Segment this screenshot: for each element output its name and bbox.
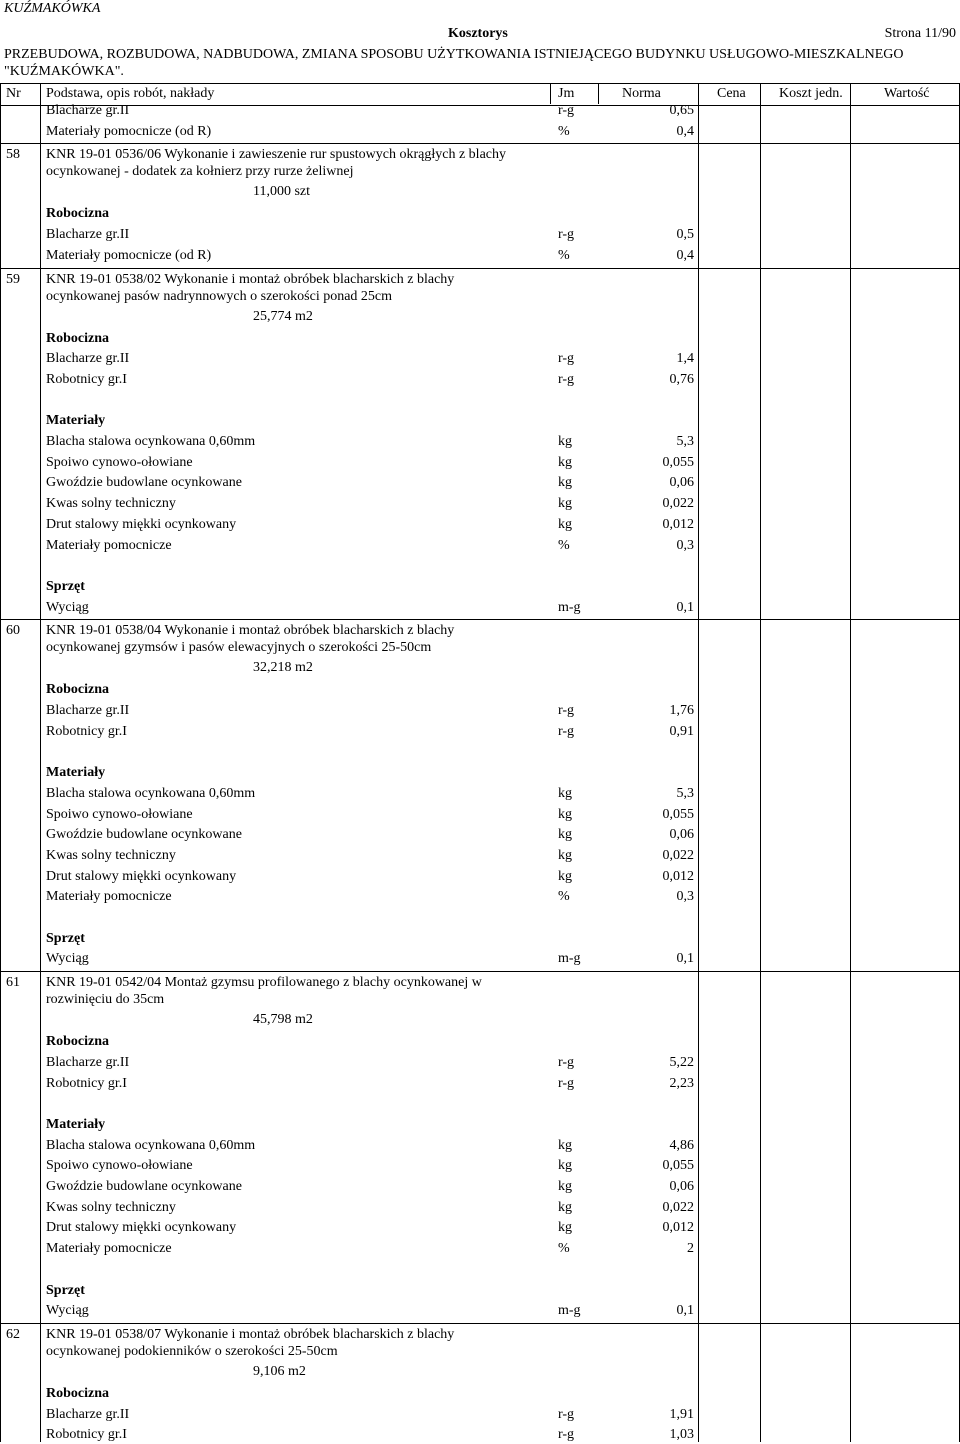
resource-unit: kg	[558, 827, 572, 843]
position-description: KNR 19-01 0538/02 Wykonanie i montaż obróbek blacharskich z blachy	[46, 271, 455, 287]
position-number: 62	[6, 1326, 20, 1342]
resource-norm: 0,022	[662, 847, 694, 863]
resource-norm: 0,1	[676, 951, 694, 967]
section-label: Materiały	[46, 413, 106, 429]
grid-line	[698, 83, 699, 1442]
resource-norm: 0,055	[662, 1158, 694, 1174]
section-label: Robocizna	[46, 330, 109, 346]
resource-unit: kg	[558, 496, 572, 512]
resource-unit: kg	[558, 1199, 572, 1215]
resource-name: Blacharze gr.II	[46, 1406, 130, 1422]
resource-norm: 1,03	[669, 1427, 694, 1443]
col-basis: Podstawa, opis robót, nakłady	[46, 86, 215, 101]
position-quantity: 11,000 szt	[253, 184, 311, 200]
resource-name: Materiały pomocnicze (od R)	[46, 123, 212, 139]
resource-norm: 0,055	[662, 454, 694, 470]
row-separator	[0, 971, 960, 972]
resource-name: Materiały pomocnicze (od R)	[46, 247, 212, 263]
project-title-line1: PRZEBUDOWA, ROZBUDOWA, NADBUDOWA, ZMIANA SPOSOBU UŻYTKOWANIA ISTNIEJĄCEGO BUDYNKU USŁUGOWO-MIESZKALNEGO	[4, 47, 904, 62]
resource-unit: m-g	[558, 599, 581, 615]
resource-unit: kg	[558, 1137, 572, 1153]
resource-name: Spoiwo cynowo-ołowiane	[46, 454, 193, 470]
resource-name: Spoiwo cynowo-ołowiane	[46, 1158, 193, 1174]
resource-norm: 5,22	[669, 1054, 694, 1070]
resource-unit: kg	[558, 434, 572, 449]
resource-unit: kg	[558, 806, 572, 822]
position-description: KNR 19-01 0536/06 Wykonanie i zawieszenie rur spustowych okrągłych z blachy	[46, 147, 507, 163]
resource-norm: 0,012	[662, 1220, 694, 1236]
resource-name: Robotnicy gr.I	[46, 1427, 127, 1443]
resource-norm: 1,76	[669, 703, 694, 718]
resource-norm: 0,022	[662, 496, 694, 512]
resource-norm: 0,1	[676, 599, 694, 615]
resource-unit: kg	[558, 475, 572, 491]
section-label: Materiały	[46, 1116, 106, 1132]
resource-unit: m-g	[558, 951, 581, 967]
resource-norm: 0,3	[676, 537, 694, 553]
position-description-cont: ocynkowanej podokienników o szerokości 25-50cm	[46, 1343, 338, 1359]
row-separator	[0, 143, 960, 144]
resource-unit: %	[558, 1241, 570, 1257]
grid-line	[40, 83, 41, 1442]
grid-line	[550, 83, 551, 104]
position-description-cont: ocynkowanej pasów nadrynnowych o szerokości ponad 25cm	[46, 288, 393, 304]
resource-name: Drut stalowy miękki ocynkowany	[46, 516, 237, 532]
resource-norm: 1,4	[676, 351, 694, 367]
col-jm: Jm	[558, 86, 575, 101]
resource-norm: 5,3	[676, 785, 694, 801]
row-separator	[0, 619, 960, 620]
position-description-cont: ocynkowanej gzymsów i pasów elewacyjnych o szerokości 25-50cm	[46, 640, 432, 656]
resource-name: Kwas solny techniczny	[46, 496, 176, 512]
position-number: 58	[6, 147, 20, 163]
resource-norm: 0,91	[669, 723, 694, 739]
resource-name: Robotnicy gr.I	[46, 371, 127, 387]
section-label: Sprzęt	[46, 578, 85, 594]
col-nr: Nr	[6, 86, 21, 101]
section-label: Sprzęt	[46, 1282, 85, 1298]
resource-norm: 0,4	[676, 123, 694, 139]
resource-name: Blacharze gr.II	[46, 227, 130, 243]
resource-name: Robotnicy gr.I	[46, 723, 127, 739]
resource-norm: 0,1	[676, 1303, 694, 1319]
resource-name: Materiały pomocnicze	[46, 537, 172, 553]
section-label: Sprzęt	[46, 930, 85, 946]
section-label: Robocizna	[46, 1385, 109, 1401]
resource-unit: r-g	[558, 1427, 575, 1443]
project-title-line2: "KUŹMAKÓWKA".	[4, 64, 124, 79]
company-name: KUŹMAKÓWKA	[4, 1, 101, 16]
resource-norm: 2,23	[669, 1075, 694, 1091]
position-quantity: 45,798 m2	[253, 1012, 313, 1028]
position-number: 60	[6, 623, 20, 639]
resource-unit: r-g	[558, 1054, 575, 1070]
resource-unit: %	[558, 537, 570, 553]
resource-norm: 2	[687, 1241, 694, 1257]
resource-norm: 0,012	[662, 516, 694, 532]
resource-norm: 0,06	[669, 1179, 694, 1194]
resource-name: Blacharze gr.II	[46, 351, 130, 367]
resource-norm: 0,4	[676, 247, 694, 263]
col-koszt: Koszt jedn.	[779, 86, 843, 101]
resource-unit: r-g	[558, 371, 575, 387]
grid-line	[598, 83, 599, 104]
resource-unit: %	[558, 247, 570, 263]
resource-unit: kg	[558, 1179, 572, 1194]
resource-unit: kg	[558, 516, 572, 532]
position-description-cont: ocynkowanej - dodatek za kołnierz przy rurze żeliwnej	[46, 164, 354, 180]
row-separator	[0, 268, 960, 269]
resource-unit: kg	[558, 785, 572, 801]
resource-name: Wyciąg	[46, 1303, 89, 1319]
section-label: Robocizna	[46, 206, 109, 222]
resource-unit: %	[558, 889, 570, 905]
resource-norm: 0,06	[669, 827, 694, 843]
resource-norm: 0,012	[662, 868, 694, 884]
section-label: Robocizna	[46, 682, 109, 698]
resource-name: Wyciąg	[46, 951, 89, 967]
resource-name: Spoiwo cynowo-ołowiane	[46, 806, 193, 822]
resource-norm: 5,3	[676, 434, 694, 449]
resource-norm: 0,5	[676, 227, 694, 243]
position-number: 61	[6, 975, 20, 991]
resource-name: Blacharze gr.II	[46, 1054, 130, 1070]
position-quantity: 9,106 m2	[253, 1363, 306, 1379]
col-cena: Cena	[717, 86, 746, 101]
resource-norm: 0,022	[662, 1199, 694, 1215]
resource-unit: r-g	[558, 351, 575, 367]
resource-unit: kg	[558, 1158, 572, 1174]
resource-name: Gwoździe budowlane ocynkowane	[46, 827, 242, 843]
resource-norm: 0,3	[676, 889, 694, 905]
resource-unit: r-g	[558, 227, 575, 243]
document-title: Kosztorys	[448, 26, 508, 41]
resource-unit: kg	[558, 454, 572, 470]
resource-unit: r-g	[558, 1075, 575, 1091]
grid-line	[0, 83, 1, 1442]
position-quantity: 25,774 m2	[253, 308, 313, 324]
resource-norm: 0,65	[669, 103, 694, 118]
resource-unit: kg	[558, 1220, 572, 1236]
resource-name: Drut stalowy miękki ocynkowany	[46, 868, 237, 884]
resource-name: Robotnicy gr.I	[46, 1075, 127, 1091]
resource-name: Blacharze gr.II	[46, 103, 130, 118]
resource-name: Drut stalowy miękki ocynkowany	[46, 1220, 237, 1236]
row-separator	[0, 1323, 960, 1324]
resource-norm: 0,055	[662, 806, 694, 822]
resource-unit: r-g	[558, 723, 575, 739]
position-description: KNR 19-01 0538/07 Wykonanie i montaż obróbek blacharskich z blachy	[46, 1326, 455, 1342]
resource-norm: 1,91	[669, 1406, 694, 1422]
resource-name: Wyciąg	[46, 599, 89, 615]
resource-name: Blacharze gr.II	[46, 703, 130, 718]
resource-name: Blacha stalowa ocynkowana 0,60mm	[46, 785, 256, 801]
page-number: Strona 11/90	[884, 26, 956, 41]
resource-name: Kwas solny techniczny	[46, 847, 176, 863]
resource-unit: r-g	[558, 1406, 575, 1422]
resource-unit: kg	[558, 868, 572, 884]
resource-name: Gwoździe budowlane ocynkowane	[46, 475, 242, 491]
resource-name: Materiały pomocnicze	[46, 1241, 172, 1257]
position-quantity: 32,218 m2	[253, 660, 313, 676]
resource-unit: r-g	[558, 103, 575, 118]
resource-name: Kwas solny techniczny	[46, 1199, 176, 1215]
resource-unit: %	[558, 123, 570, 139]
resource-unit: r-g	[558, 703, 575, 718]
position-description: KNR 19-01 0542/04 Montaż gzymsu profilowanego z blachy ocynkowanej w	[46, 975, 482, 991]
resource-unit: m-g	[558, 1303, 581, 1319]
resource-name: Blacha stalowa ocynkowana 0,60mm	[46, 434, 256, 449]
resource-norm: 0,76	[669, 371, 694, 387]
position-number: 59	[6, 271, 20, 287]
position-description: KNR 19-01 0538/04 Wykonanie i montaż obróbek blacharskich z blachy	[46, 623, 455, 639]
grid-line	[760, 83, 761, 1442]
col-norma: Norma	[622, 86, 661, 101]
col-wartosc: Wartość	[884, 86, 930, 101]
resource-unit: kg	[558, 847, 572, 863]
grid-line	[850, 83, 851, 1442]
resource-name: Blacha stalowa ocynkowana 0,60mm	[46, 1137, 256, 1153]
resource-name: Materiały pomocnicze	[46, 889, 172, 905]
section-label: Robocizna	[46, 1034, 109, 1050]
resource-name: Gwoździe budowlane ocynkowane	[46, 1179, 242, 1194]
resource-norm: 4,86	[669, 1137, 694, 1153]
position-description-cont: rozwinięciu do 35cm	[46, 992, 165, 1008]
resource-norm: 0,06	[669, 475, 694, 491]
section-label: Materiały	[46, 765, 106, 781]
